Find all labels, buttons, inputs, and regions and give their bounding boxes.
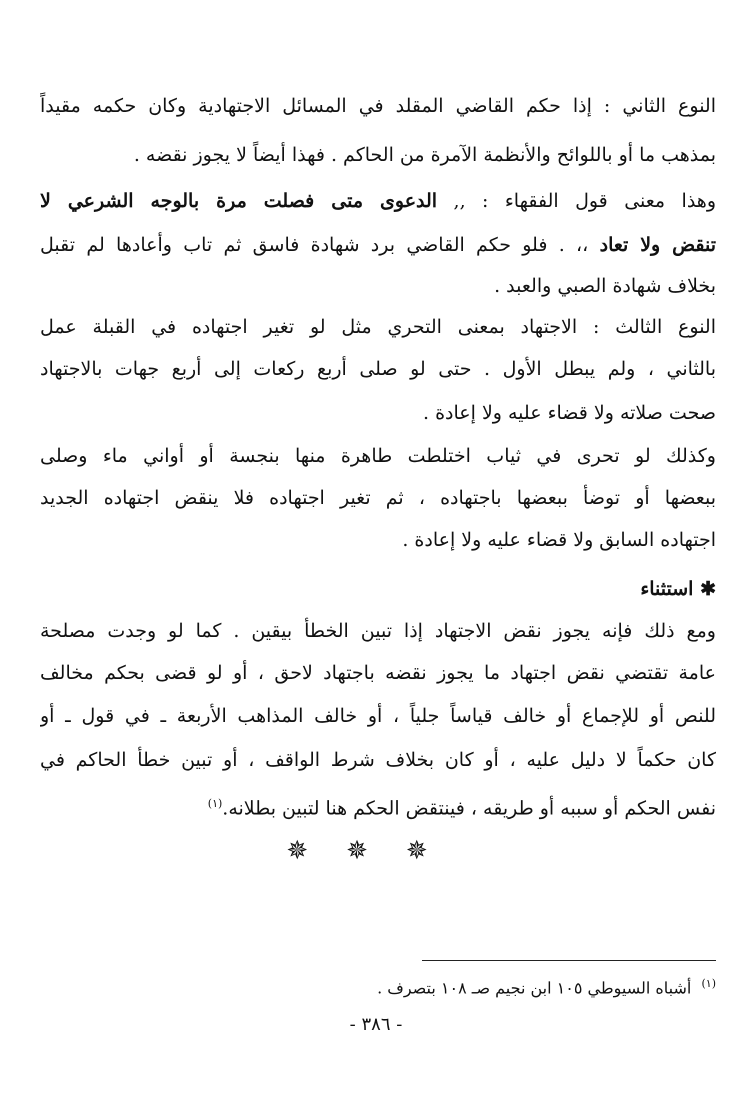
section-heading: ✱ استثناء <box>640 578 716 600</box>
paragraph-line-9: وكذلك لو تحرى في ثياب اختلطت طاهرة منها بنجسة أو أواني ماء وصلى <box>40 445 716 467</box>
bold-quote-part-2: تنقض ولا تعاد <box>599 234 716 256</box>
paragraph-line-13: عامة تقتضي نقض اجتهاد ما يجوز نقضه باجتهاد لاحق ، أو لو قضى بحكم مخالف <box>40 662 716 684</box>
paragraph-line-15: كان حكماً لا دليل عليه ، أو كان بخلاف شرط الواقف ، أو تبين خطأ الحاكم في <box>40 749 716 771</box>
paragraph-line-10: ببعضها أو توضأ ببعضها باجتهاده ، ثم تغير اجتهاده فلا ينقض اجتهاده الجديد <box>40 487 716 509</box>
paragraph-line-3 <box>40 187 716 215</box>
page-number: - ٣٨٦ - <box>349 1014 403 1035</box>
paragraph-line-12: ومع ذلك فإنه يجوز نقض الاجتهاد إذا تبين الخطأ بيقين . كما لو وجدت مصلحة <box>40 620 716 642</box>
continuation-text: ،، . فلو حكم القاضي برد شهادة فاسق ثم تاب وأعادها لم تقبل <box>40 234 600 256</box>
footnote-reference: (١) <box>207 797 223 810</box>
paragraph-line-2: بمذهب ما أو باللوائح والأنظمة الآمرة من الحاكم . فهذا أيضاً لا يجوز نقضه . <box>133 144 716 166</box>
paragraph-line-5: بخلاف شهادة الصبي والعبد . <box>494 275 716 297</box>
footnote-text: أشباه السيوطي ١٠٥ ابن نجيم صـ ١٠٨ بتصرف . <box>377 978 692 998</box>
section-separator-stars: ✵✵✵ <box>286 836 466 866</box>
footnote-divider <box>422 960 716 961</box>
paragraph-line-11: اجتهاده السابق ولا قضاء عليه ولا إعادة . <box>402 529 716 551</box>
intro-text: وهذا معنى قول الفقهاء : ,, <box>437 190 716 212</box>
footnote-marker: (١) <box>701 977 716 990</box>
paragraph-line-1: النوع الثاني : إذا حكم القاضي المقلد في المسائل الاجتهادية وكان حكمه مقيداً <box>40 95 716 117</box>
footnote <box>40 972 716 1000</box>
paragraph-line-7: بالثاني ، ولم يبطل الأول . حتى لو صلى أربع ركعات إلى أربع جهات بالاجتهاد <box>40 358 716 380</box>
paragraph-line-16 <box>40 790 716 822</box>
closing-text: نفس الحكم أو سببه أو طريقه ، فينتقض الحكم هنا لتبين بطلانه. <box>222 797 716 820</box>
paragraph-line-6: النوع الثالث : الاجتهاد بمعنى التحري مثل لو تغير اجتهاده في القبلة عمل <box>40 316 716 338</box>
paragraph-line-4 <box>40 231 716 259</box>
paragraph-line-14: للنص أو للإجماع أو خالف قياساً جلياً ، أو خالف المذاهب الأربعة ـ في قول ـ أو <box>40 705 716 727</box>
bold-quote-part-1: الدعوى متى فصلت مرة بالوجه الشرعي لا <box>40 190 438 212</box>
paragraph-line-8: صحت صلاته ولا قضاء عليه ولا إعادة . <box>423 402 716 424</box>
